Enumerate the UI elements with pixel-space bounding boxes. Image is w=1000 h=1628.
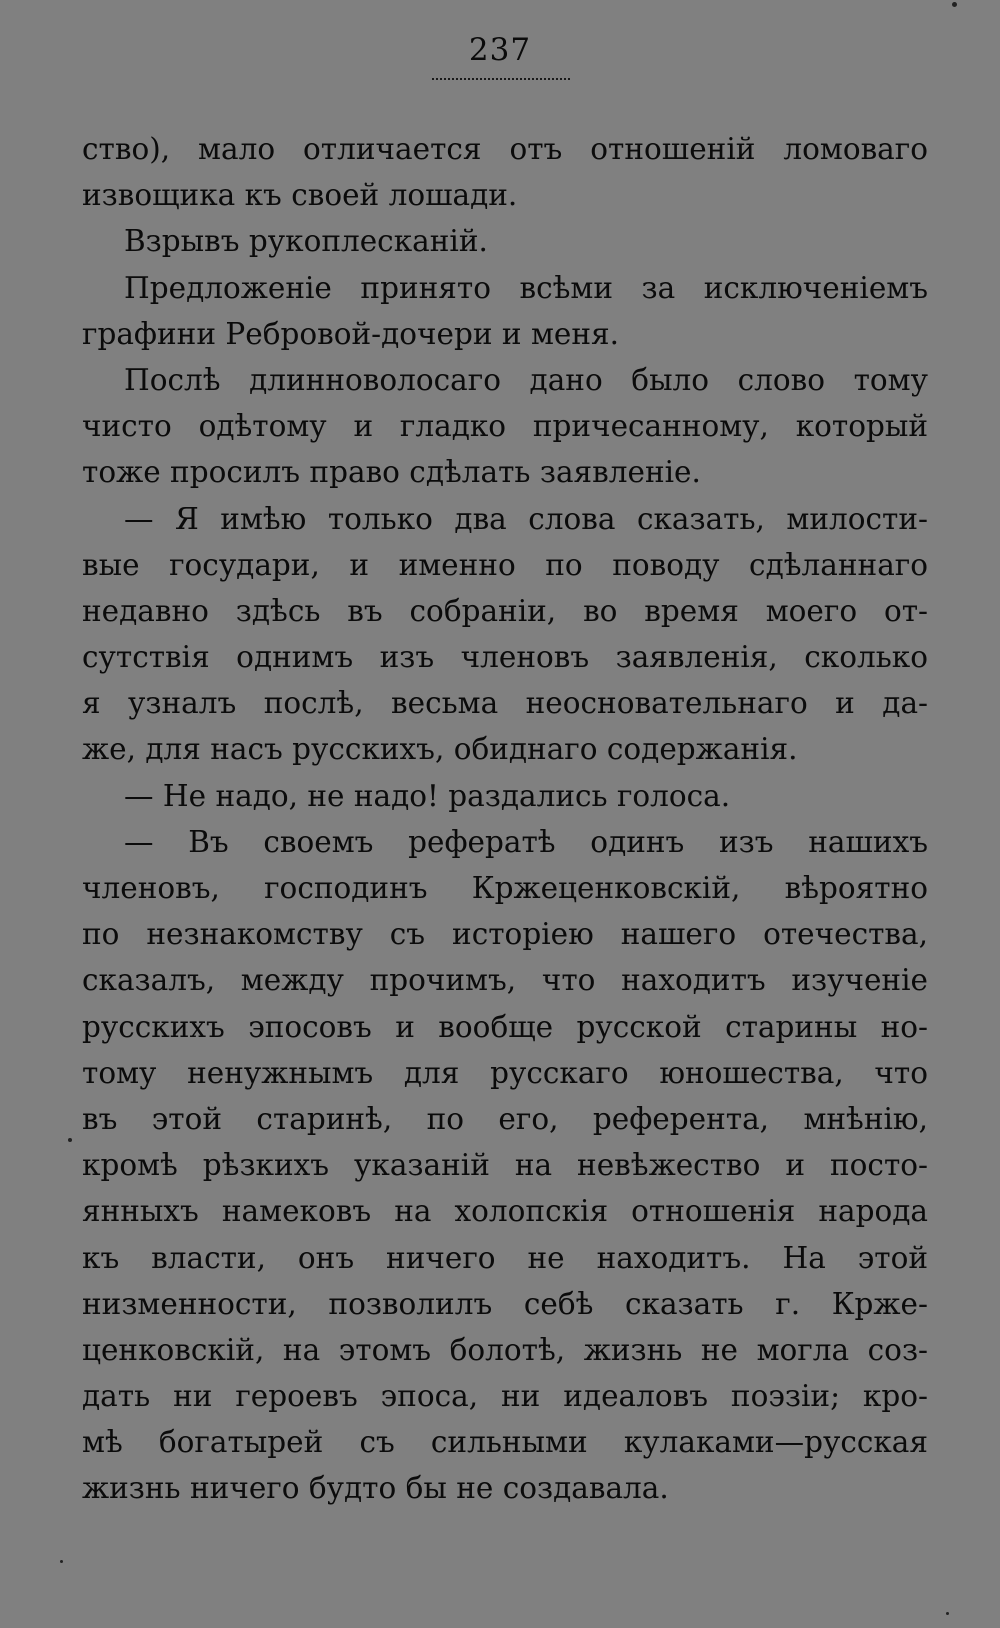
scan-speck: [952, 2, 957, 7]
scan-speck: [68, 1138, 72, 1142]
text-line: Послѣ длинноволосаго дано было слово тому: [124, 362, 928, 397]
text-line: низменности, позволилъ себѣ сказать г. Крже-: [82, 1286, 928, 1321]
text-line: ство), мало отличается отъ отношеній ломоваго: [82, 132, 928, 166]
text-line: чисто одѣтому и гладко причесанному, который: [82, 409, 928, 444]
text-line: въ этой старинѣ, по его, референта, мнѣнію,: [82, 1101, 928, 1136]
text-line: тому ненужнымъ для русскаго юношества, что: [82, 1055, 928, 1090]
text-line: сутствія однимъ изъ членовъ заявленія, сколько: [82, 640, 928, 675]
text-line: дать ни героевъ эпоса, ни идеаловъ поэзіи; кро-: [82, 1379, 928, 1414]
text-line: графини Ребровой-дочери и меня.: [82, 316, 619, 351]
text-line: я узналъ послѣ, весьма неосновательнаго и да-: [82, 686, 928, 721]
page-number: 237: [468, 32, 532, 68]
text-line: недавно здѣсь въ собраніи, во время моего от-: [82, 593, 928, 628]
text-line: мѣ богатырей съ сильными кулаками—русская: [82, 1425, 928, 1460]
text-line: къ власти, онъ ничего не находитъ. На этой: [82, 1240, 928, 1275]
text-line: по незнакомству съ исторіею нашего отечества,: [82, 917, 928, 952]
text-line: сказалъ, между прочимъ, что находитъ изученіе: [82, 963, 928, 998]
text-line: — Я имѣю только два слова сказать, милости-: [124, 501, 928, 536]
text-line: Предложеніе принято всѣми за исключеніемъ: [124, 270, 928, 305]
text-line: тоже просилъ право сдѣлать заявленіе.: [82, 455, 701, 490]
text-line: янныхъ намековъ на холопскія отношенія народа: [82, 1194, 928, 1229]
text-line: кромѣ рѣзкихъ указаній на невѣжество и посто-: [82, 1148, 928, 1183]
text-line: Взрывъ рукоплесканій.: [124, 224, 488, 259]
scan-speck: [60, 1560, 63, 1563]
text-line: русскихъ эпосовъ и вообще русской старины но-: [82, 1009, 928, 1044]
text-line: — Не надо, не надо! раздались голоса.: [124, 778, 731, 813]
body-text: [82, 126, 928, 1512]
text-line: же, для насъ русскихъ, обиднаго содержанія.: [82, 732, 798, 767]
text-line: — Въ своемъ рефератѣ одинъ изъ нашихъ: [124, 824, 928, 859]
text-line: ценковскій, на этомъ болотѣ, жизнь не могла соз-: [82, 1332, 928, 1367]
text-line: членовъ, господинъ Кржеценковскій, вѣроятно: [82, 871, 928, 905]
text-line: извощика къ своей лошади.: [82, 178, 518, 213]
page-number-rule: [432, 78, 570, 80]
text-line: жизнь ничего будто бы не создавала.: [82, 1471, 669, 1506]
scan-speck: [946, 1612, 949, 1615]
text-line: вые государи, и именно по поводу сдѣланнаго: [82, 547, 928, 582]
